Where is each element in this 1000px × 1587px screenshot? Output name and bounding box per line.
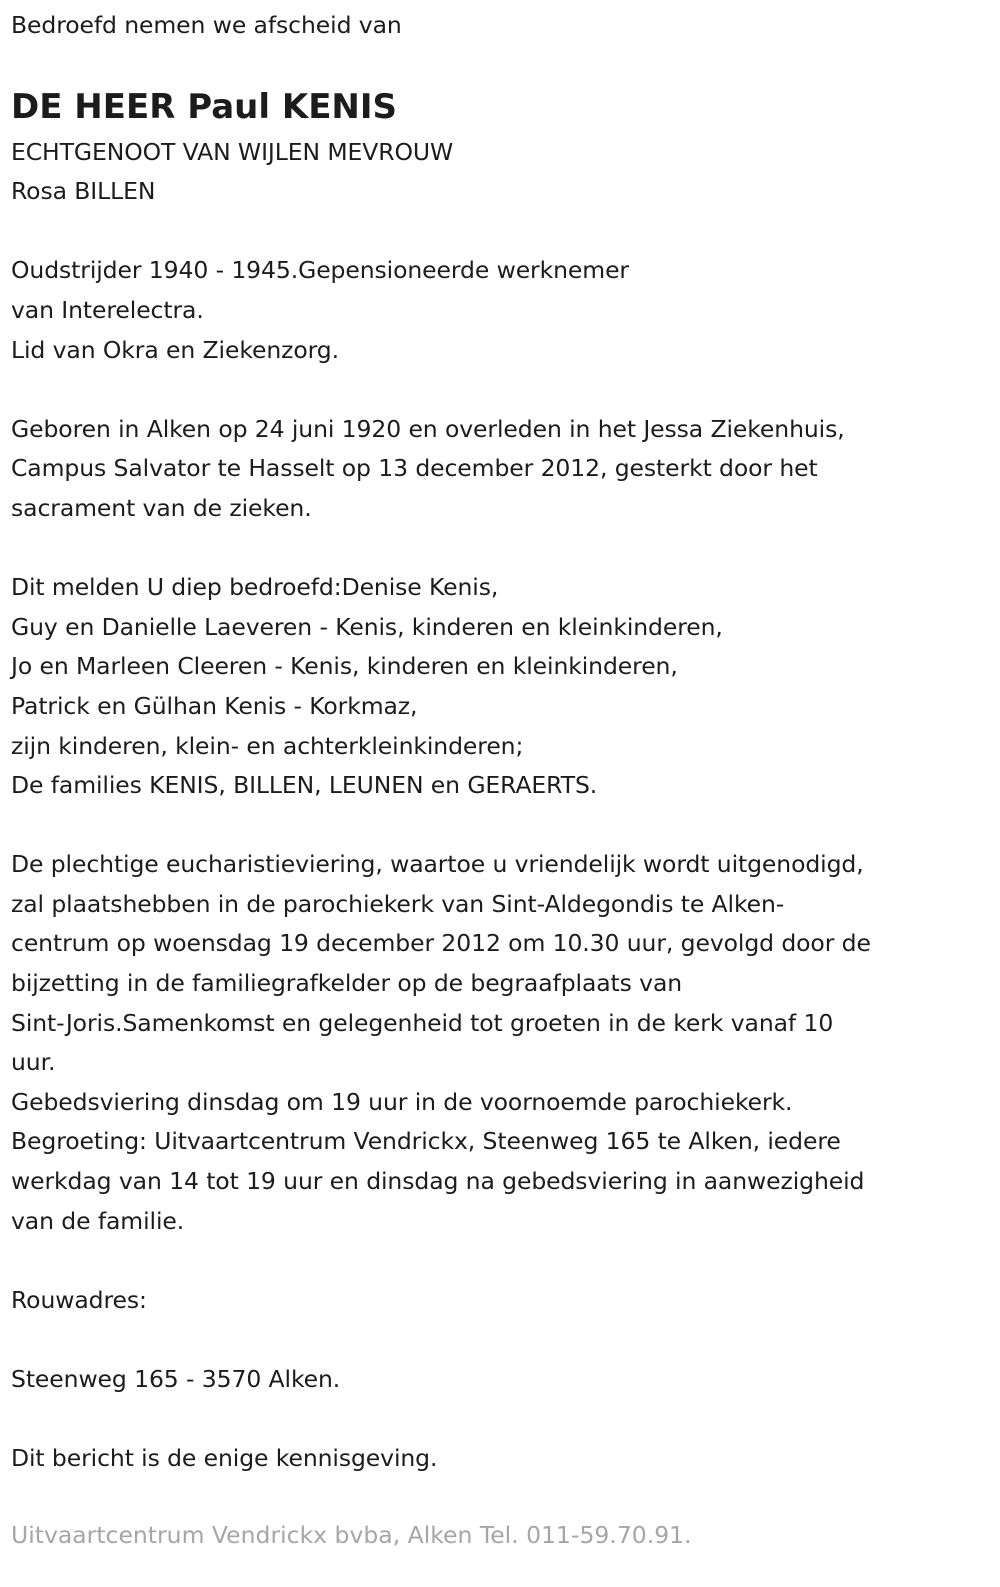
family-line: De families KENIS, BILLEN, LEUNEN en GERAERTS.: [11, 771, 598, 800]
address-label: Rouwadres:: [11, 1285, 147, 1314]
birth-death-line: sacrament van de zieken.: [11, 493, 312, 522]
family-line: Jo en Marleen Cleeren - Kenis, kinderen en kleinkinderen,: [11, 652, 678, 681]
career-block: [11, 251, 988, 370]
ceremony-line: uur.: [11, 1048, 56, 1077]
career-line: Oudstrijder 1940 - 1945.Gepensioneerde werknemer: [11, 256, 629, 285]
ceremony-block: [11, 845, 988, 1241]
spouse-block: [11, 133, 988, 212]
spacer: [11, 370, 988, 410]
ceremony-line: De plechtige eucharistieviering, waartoe u vriendelijk wordt uitgenodigd,: [11, 850, 864, 879]
family-line: zijn kinderen, klein- en achterkleinkinderen;: [11, 731, 524, 760]
birth-death-line: Campus Salvator te Hasselt op 13 december 2012, gesterkt door het: [11, 454, 818, 483]
ceremony-line: van de familie.: [11, 1206, 185, 1235]
family-block: [11, 568, 988, 806]
career-line: van Interelectra.: [11, 295, 204, 324]
family-line: Dit melden U diep bedroefd:Denise Kenis,: [11, 573, 499, 602]
spacer: [11, 212, 988, 252]
spacer: [11, 529, 988, 569]
ceremony-line: Gebedsviering dinsdag om 19 uur in de voornoemde parochiekerk.: [11, 1087, 793, 1116]
career-line: Lid van Okra en Ziekenzorg.: [11, 335, 339, 364]
spacer: [11, 1320, 988, 1360]
birth-death-block: [11, 410, 988, 529]
spacer: [11, 1400, 988, 1440]
notice-text: Dit bericht is de enige kennisgeving.: [11, 1444, 438, 1473]
birth-death-line: Geboren in Alken op 24 juni 1920 en overleden in het Jessa Ziekenhuis,: [11, 414, 845, 443]
family-line: Patrick en Gülhan Kenis - Korkmaz,: [11, 691, 418, 720]
ceremony-line: Begroeting: Uitvaartcentrum Vendrickx, Steenweg 165 te Alken, iedere: [11, 1127, 841, 1156]
ceremony-line: centrum op woensdag 19 december 2012 om 10.30 uur, gevolgd door de: [11, 929, 871, 958]
spouse-line: ECHTGENOOT VAN WIJLEN MEVROUW: [11, 137, 454, 166]
deceased-name: DE HEER Paul KENIS: [11, 86, 398, 127]
ceremony-line: Sint-Joris.Samenkomst en gelegenheid tot groeten in de kerk vanaf 10: [11, 1008, 834, 1037]
ceremony-line: zal plaatshebben in de parochiekerk van Sint-Aldegondis te Alken-: [11, 889, 785, 918]
spacer: [11, 1241, 988, 1281]
family-line: Guy en Danielle Laeveren - Kenis, kinderen en kleinkinderen,: [11, 612, 723, 641]
ceremony-line: bijzetting in de familiegrafkelder op de begraafplaats van: [11, 969, 683, 998]
funeral-home-footer: Uitvaartcentrum Vendrickx bvba, Alken Tel. 011-59.70.91.: [11, 1521, 692, 1549]
ceremony-line: werkdag van 14 tot 19 uur en dinsdag na gebedsviering in aanwezigheid: [11, 1167, 865, 1196]
address-text: Steenweg 165 - 3570 Alken.: [11, 1365, 341, 1393]
spacer: [11, 806, 988, 846]
spouse-line: Rosa BILLEN: [11, 177, 156, 206]
intro-text: Bedroefd nemen we afscheid van: [11, 11, 402, 39]
